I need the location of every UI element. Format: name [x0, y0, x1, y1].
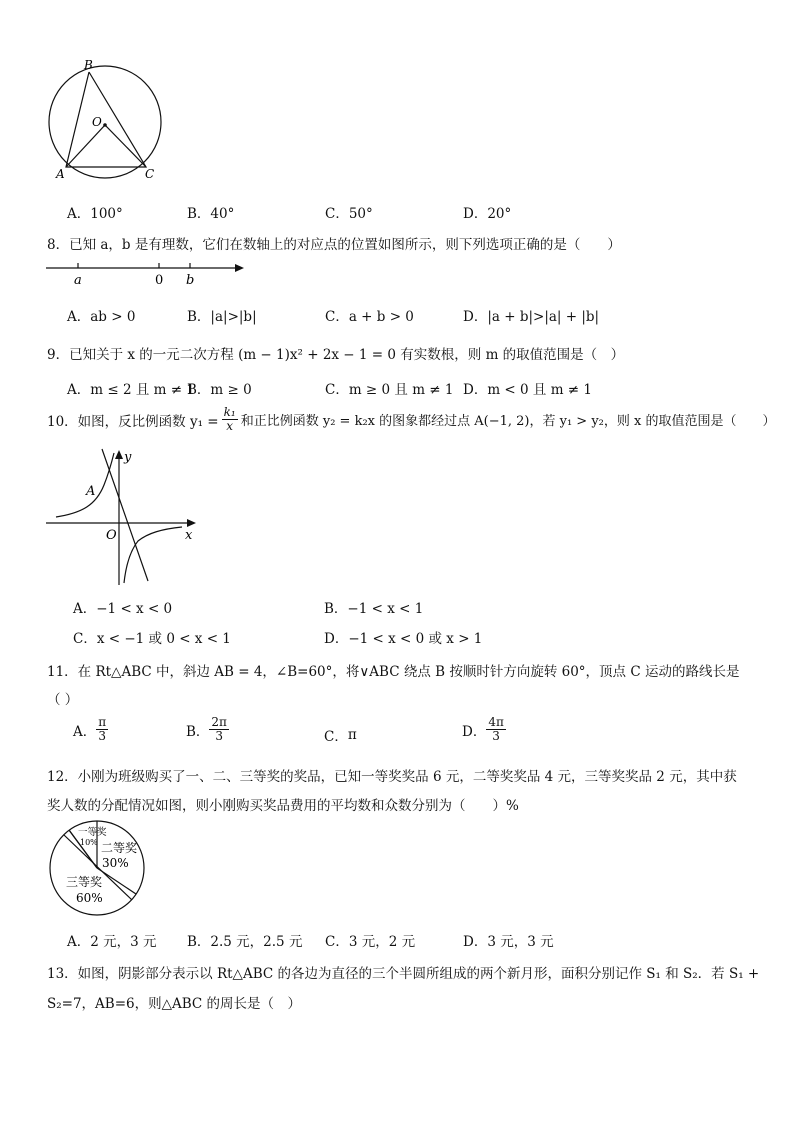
q11-option-b: [186, 716, 229, 743]
q12-option-b: B．2.5 元，2.5 元: [187, 934, 303, 950]
q7-option-d: D．20°: [463, 206, 512, 222]
q11-option-a-num: π: [98, 715, 107, 729]
q7-option-c: C．50°: [325, 206, 373, 222]
q11-option-b-den: 3: [215, 729, 223, 743]
q11-option-d-num: 4π: [488, 715, 504, 729]
pie-label-third-pct: 60%: [76, 891, 103, 905]
q10-frac-den: x: [226, 419, 234, 433]
q9-option-d: D．m < 0 且 m ≠ 1: [463, 382, 592, 398]
q10-frac-num: k₁: [223, 405, 236, 419]
q10-fraction: [222, 406, 238, 433]
q11-option-c: [324, 725, 357, 745]
function-graph-figure: [44, 445, 204, 587]
q11-option-a-den: 3: [98, 729, 107, 743]
label-a: A: [56, 167, 65, 181]
q11-option-c-letter: C．: [324, 729, 348, 745]
q9-option-b: B．m ≥ 0: [187, 382, 252, 398]
q9-text: 9．已知关于 x 的一元二次方程 (m − 1)x² + 2x − 1 = 0 有实数根，则 m 的取值范围是（ ）: [47, 347, 625, 363]
graph-label-a: A: [86, 484, 96, 499]
q8-option-b: B．|a|>|b|: [187, 309, 257, 325]
label-c: C: [145, 167, 155, 181]
q10-option-d: D．−1 < x < 0 或 x > 1: [324, 631, 483, 647]
axis-label-zero: 0: [155, 273, 164, 288]
q12-option-c: C．3 元，2 元: [325, 934, 416, 950]
q11-option-b-letter: B．: [186, 723, 210, 740]
q11-option-d-frac: [486, 716, 506, 743]
graph-label-x: x: [185, 528, 193, 543]
q12-text-line2: 奖人数的分配情况如图，则小刚购买奖品费用的平均数和众数分别为（ ）%: [47, 798, 519, 814]
q11-text: 11．在 Rt△ABC 中，斜边 AB = 4，∠B=60°，将∨ABC 绕点 B 按顺时针方向旋转 60°，顶点 C 运动的路线长是: [47, 664, 740, 680]
pie-label-second-pct: 30%: [102, 856, 129, 870]
q11-option-a-letter: A．: [73, 723, 97, 740]
number-line-figure: [44, 258, 254, 290]
q11-paren: （ ）: [47, 692, 79, 708]
q12-text-line1: 12．小刚为班级购买了一、二、三等奖的奖品，已知一等奖奖品 6 元，二等奖奖品 4 元，三等奖奖品 2 元，其中获: [47, 769, 737, 785]
q11-option-d-den: 3: [492, 729, 500, 743]
pie-chart-figure: [44, 818, 154, 920]
q11-option-d-letter: D．: [462, 723, 487, 740]
q11-option-a: [73, 716, 108, 743]
q10-option-c: C．x < −1 或 0 < x < 1: [73, 631, 231, 647]
q13-text-line2: S₂=7，AB=6，则△ABC 的周长是（ ）: [47, 996, 302, 1012]
q8-option-a: A．ab > 0: [67, 309, 136, 325]
q11-option-b-frac: [209, 716, 229, 743]
q7-option-b: B．40°: [187, 206, 235, 222]
q9-option-c: C．m ≥ 0 且 m ≠ 1: [325, 382, 454, 398]
label-b: B: [84, 58, 93, 72]
pie-label-third: 三等奖: [66, 875, 103, 889]
q10-option-b: B．−1 < x < 1: [324, 601, 424, 617]
q11-option-c-value: π: [347, 727, 357, 743]
q7-option-a: A．100°: [67, 206, 123, 222]
circle-triangle-figure: [40, 55, 170, 185]
q12-option-a: A．2 元，3 元: [67, 934, 157, 950]
q13-text-line1: 13．如图，阴影部分表示以 Rt△ABC 的各边为直径的三个半圆所组成的两个新月形，面积分别记作 S₁ 和 S₂．若 S₁ +: [47, 966, 760, 982]
q12-option-d: D．3 元，3 元: [463, 934, 554, 950]
q10-text-a: 10．如图，反比例函数 y₁ =: [47, 413, 219, 430]
pie-label-first: 一等奖: [78, 827, 107, 838]
q8-text: 8．已知 a，b 是有理数，它们在数轴上的对应点的位置如图所示，则下列选项正确的是（ ）: [47, 237, 621, 253]
axis-label-a: a: [74, 273, 82, 288]
q10-text-b: 和正比例函数 y₂ = k₂x 的图象都经过点 A(−1, 2)，若 y₁ > y₂，则 x 的取值范围是（ ）: [240, 414, 776, 429]
q8-option-d: D．|a + b|>|a| + |b|: [463, 309, 600, 325]
pie-label-second: 二等奖: [101, 841, 138, 855]
axis-label-b: b: [186, 273, 195, 288]
graph-label-y: y: [124, 450, 132, 465]
q10-option-a: A．−1 < x < 0: [73, 601, 173, 617]
q8-option-c: C．a + b > 0: [325, 309, 414, 325]
graph-label-o: O: [106, 528, 117, 543]
q9-option-a: A．m ≤ 2 且 m ≠ 1: [67, 382, 195, 398]
q11-options: [73, 716, 773, 752]
q11-option-a-frac: [96, 716, 108, 743]
pie-label-first-pct: 10%: [80, 838, 98, 847]
q11-option-d: [462, 716, 506, 743]
label-o: O: [92, 115, 102, 129]
q10-text: [47, 406, 775, 433]
q11-option-b-num: 2π: [211, 715, 227, 729]
